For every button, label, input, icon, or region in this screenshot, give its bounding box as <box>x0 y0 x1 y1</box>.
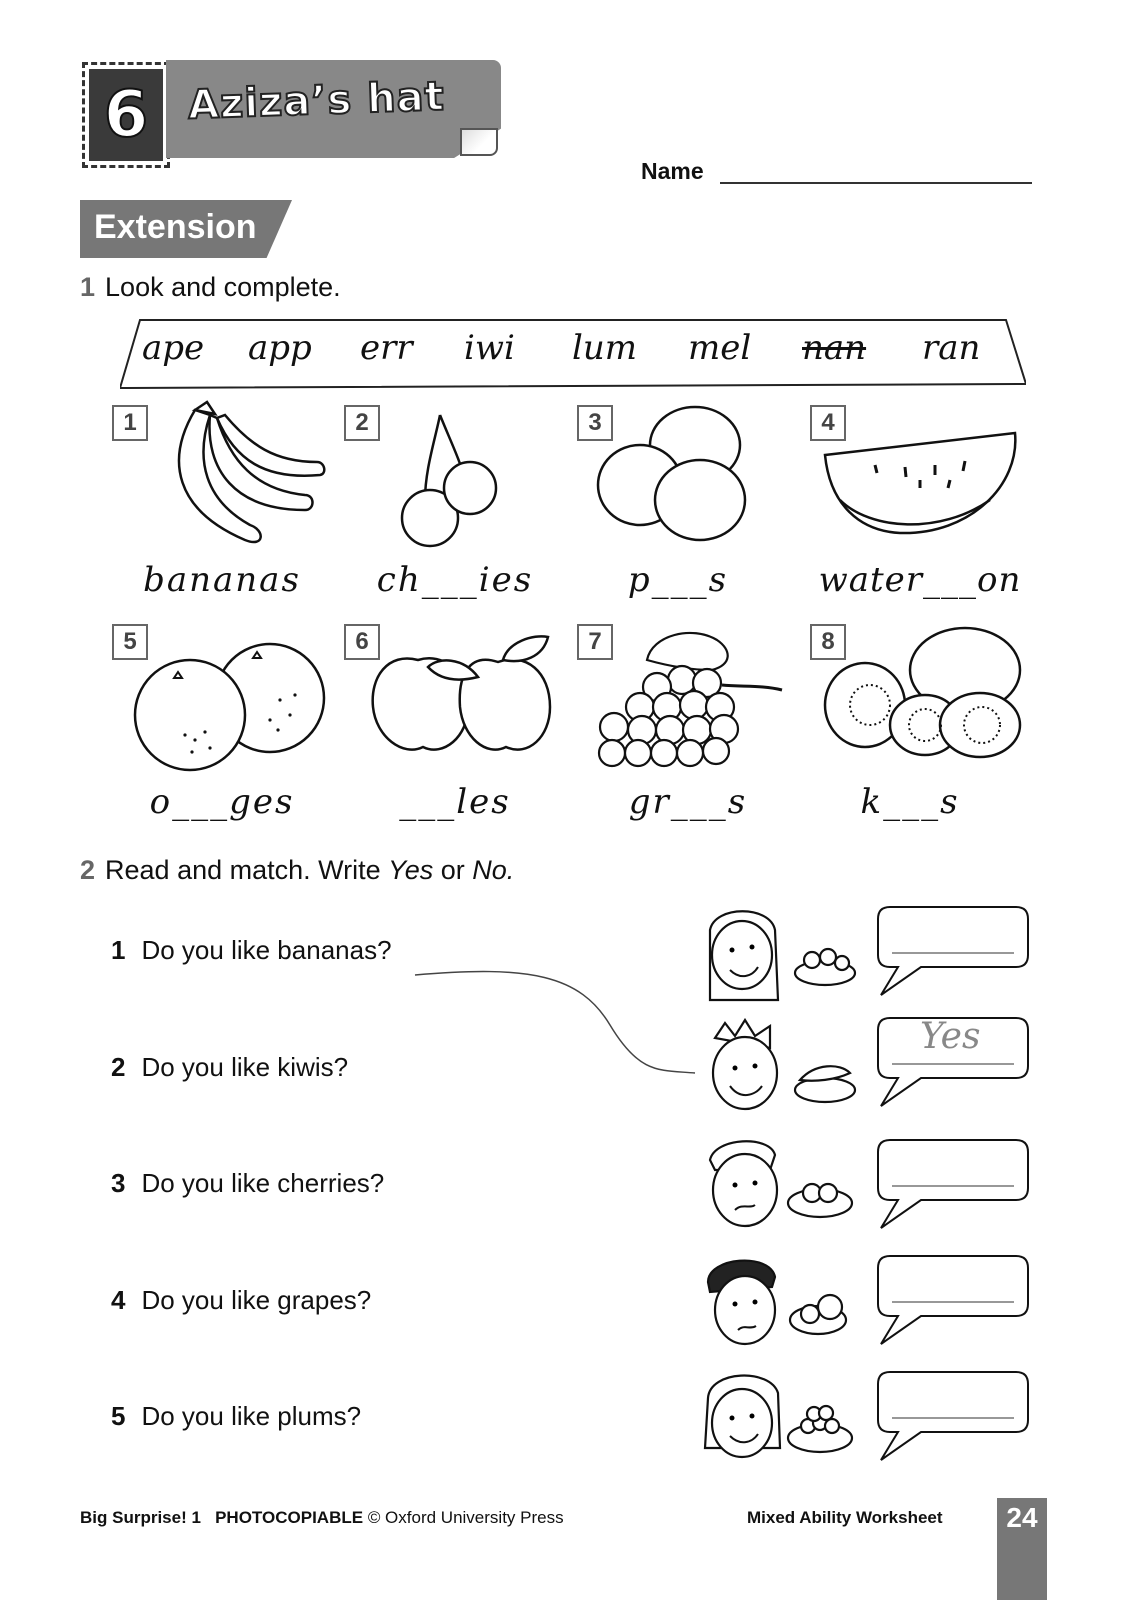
child-face-icon <box>700 905 860 1010</box>
task1-number: 1 <box>80 272 96 302</box>
question-row <box>111 935 392 966</box>
task2-heading <box>80 855 514 886</box>
plums-icon <box>595 400 750 545</box>
answer-bubble[interactable] <box>876 1254 1031 1346</box>
footer-photocopiable: PHOTOCOPIABLE <box>215 1508 364 1527</box>
word-bank-item: app <box>248 328 312 368</box>
item-number-box: 3 <box>577 405 613 441</box>
item-number-box: 1 <box>112 405 148 441</box>
watermelon-icon <box>820 425 1025 545</box>
child-face-icon <box>700 1368 860 1473</box>
fruit-word-blank[interactable]: k___s <box>860 782 960 822</box>
question-number: 3 <box>111 1168 126 1198</box>
section-label: Extension <box>94 208 257 246</box>
question-text: Do you like bananas? <box>141 935 392 965</box>
answer-bubble[interactable] <box>876 1138 1031 1230</box>
word-bank-item: lum <box>572 328 638 368</box>
child-face-icon <box>700 1135 860 1240</box>
fruit-word-blank[interactable]: water___on <box>818 560 1022 600</box>
word-bank-item: iwi <box>464 328 515 368</box>
question-text: Do you like cherries? <box>141 1168 385 1198</box>
task1-heading <box>80 272 341 303</box>
name-label: Name <box>641 158 704 184</box>
unit-number: 6 <box>89 69 163 161</box>
name-write-line[interactable] <box>720 182 1032 184</box>
item-number-box: 7 <box>577 624 613 660</box>
answer-bubble[interactable] <box>876 905 1031 997</box>
word-bank-item: ran <box>922 328 981 368</box>
item-number-box: 4 <box>810 405 846 441</box>
fruit-word-blank[interactable]: ch___ies <box>376 560 534 600</box>
fruit-word-blank[interactable]: ___les <box>399 782 511 822</box>
page-curl-decoration <box>460 128 498 156</box>
cherries-icon <box>395 410 505 550</box>
question-number: 1 <box>111 935 126 965</box>
task2-instruction: Read and match. Write <box>105 855 389 885</box>
fruit-word-blank[interactable]: p___s <box>627 560 729 600</box>
grapes-icon <box>592 625 787 770</box>
question-number: 4 <box>111 1285 126 1315</box>
question-row <box>111 1285 371 1316</box>
kiwis-icon <box>820 625 1025 760</box>
question-text: Do you like kiwis? <box>141 1052 349 1082</box>
example-answer: Yes <box>920 1016 981 1057</box>
word-bank-item: err <box>360 328 413 368</box>
task1-instruction: Look and complete. <box>105 272 341 302</box>
question-text: Do you like plums? <box>141 1401 362 1431</box>
task2-instruction-no: No. <box>472 855 515 885</box>
footer-copyright: © Oxford University Press <box>367 1508 564 1527</box>
item-number-box: 8 <box>810 624 846 660</box>
page-number: 24 <box>997 1498 1047 1600</box>
footer-worksheet-type: Mixed Ability Worksheet <box>747 1508 943 1527</box>
fruit-word: bananas <box>143 560 301 600</box>
unit-number-stamp <box>82 62 170 168</box>
item-number-box: 5 <box>112 624 148 660</box>
question-text: Do you like grapes? <box>141 1285 372 1315</box>
bananas-icon <box>155 400 330 550</box>
footer-book: Big Surprise! 1 <box>80 1508 201 1527</box>
question-row <box>111 1401 361 1432</box>
apples-icon <box>368 632 553 757</box>
oranges-icon <box>130 640 330 775</box>
question-number: 5 <box>111 1401 126 1431</box>
footer-left <box>80 1508 564 1528</box>
child-face-icon <box>700 1252 860 1357</box>
task2-instruction-yes: Yes <box>388 855 434 885</box>
question-row <box>111 1052 348 1083</box>
fruit-word-blank[interactable]: gr___s <box>628 782 748 822</box>
task2-number: 2 <box>80 855 96 885</box>
question-row <box>111 1168 384 1199</box>
task2-instruction-or: or <box>433 855 473 885</box>
question-number: 2 <box>111 1052 126 1082</box>
word-bank-item: mel <box>688 328 752 368</box>
unit-title: Aziza’s hat <box>187 73 446 129</box>
fruit-word-blank[interactable]: o___ges <box>149 782 295 822</box>
word-bank-item: ape <box>142 328 205 368</box>
child-face-icon <box>700 1018 860 1123</box>
word-bank-item-crossed: nan <box>802 328 867 368</box>
item-number-box: 2 <box>344 405 380 441</box>
answer-bubble[interactable] <box>876 1370 1031 1462</box>
word-bank <box>120 318 1026 390</box>
match-line-example <box>410 945 700 1095</box>
item-number-box: 6 <box>344 624 380 660</box>
